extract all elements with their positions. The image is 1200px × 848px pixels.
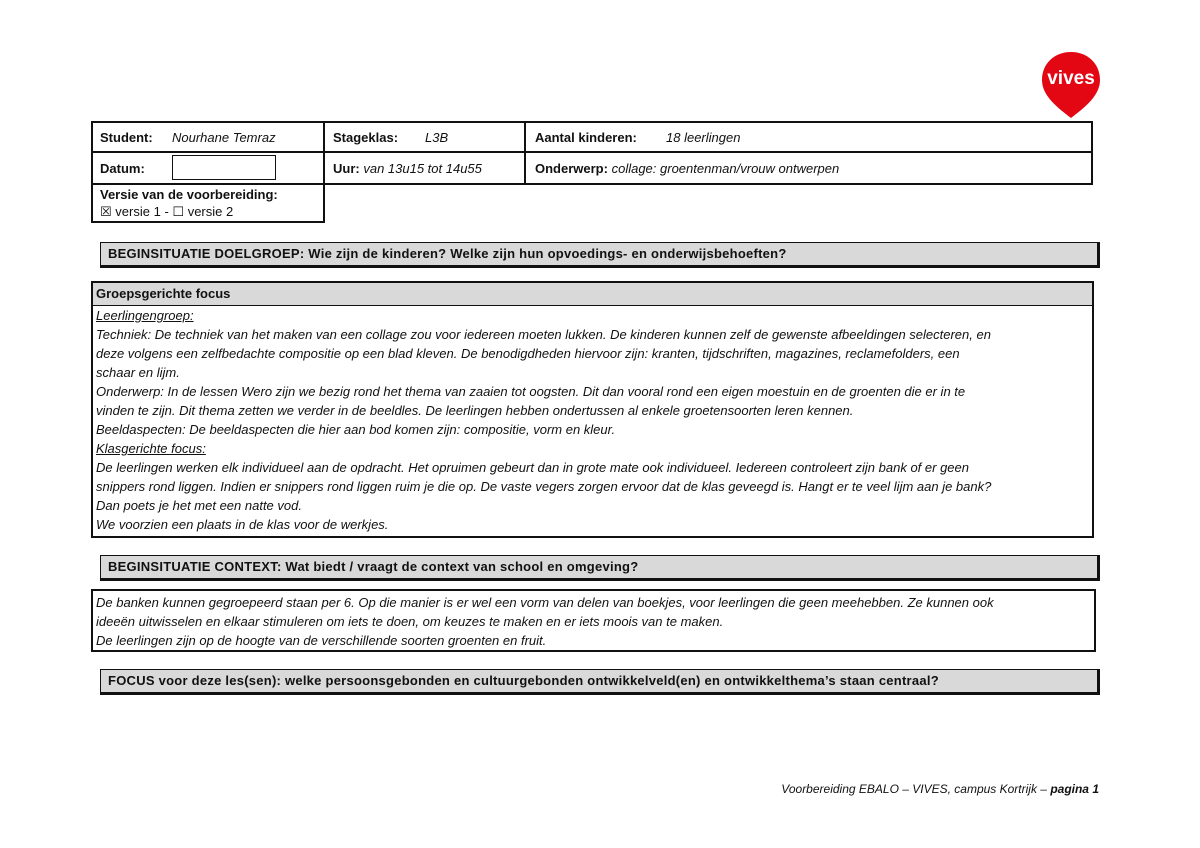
section-doelgroep-banner: BEGINSITUATIE DOELGROEP: Wie zijn de kinderen? Welke zijn hun opvoedings- en onderwijsbehoeften? [100, 242, 1100, 268]
context-panel [91, 589, 1096, 652]
context-line: De banken kunnen gegroepeerd staan per 6. Op die manier is er wel een vorm van delen van boekjes, voor leerlingen die geen meehebben. Ze kunnen ook [96, 595, 994, 610]
onderwerp-value: collage: groentenman/vrouw ontwerpen [611, 161, 840, 176]
versie-2-label: versie 2 [187, 204, 234, 219]
student-label: Student: [100, 130, 153, 145]
onderwerp-row [535, 161, 839, 177]
footer-page-number: pagina 1 [1050, 782, 1099, 796]
context-line: De leerlingen zijn op de hoogte van de verschillende soorten groenten en fruit. [96, 633, 547, 648]
versie-separator: - [164, 204, 169, 219]
klas-line: De leerlingen werken elk individueel aan de opdracht. Het opruimen gebeurt dan in grote mate ook individueel. Iedereen controleert zijn bank of er geen [96, 460, 969, 475]
beeldaspecten-line: Beeldaspecten: De beeldaspecten die hier aan bod komen zijn: compositie, vorm en kleur. [96, 422, 616, 437]
datum-label: Datum: [100, 161, 145, 176]
logo-text: vives [1047, 68, 1095, 89]
techniek-line: deze volgens een zelfbedachte compositie op een blad kleven. De benodigdheden hiervoor zijn: kranten, tijdschriften, magazines, reclamefolders, een [96, 346, 960, 361]
groepsgerichte-focus-title: Groepsgerichte focus [93, 283, 1092, 306]
klas-line: snippers rond liggen. Indien er snippers rond liggen ruim je die op. De vaste vegers zorgen ervoor dat de klas geveegd is. Hangt er te veel lijm aan je bank? [96, 479, 992, 494]
uur-label: Uur: [333, 161, 360, 176]
versie-1-checkbox[interactable]: ☒ [100, 204, 112, 219]
stageklas-label: Stageklas: [333, 130, 399, 145]
onderwerp-label: Onderwerp: [535, 161, 608, 176]
context-line: ideeën uitwisselen en elkaar stimuleren om iets te doen, om keuzes te maken en er iets moois van te maken. [96, 614, 724, 629]
versie-2-checkbox[interactable]: ☐ [172, 204, 185, 219]
onderwerp-line: Onderwerp: In de lessen Wero zijn we bezig rond het thema van zaaien tot oogsten. Dit dan vooral rond een eigen moestuin en de groenten die er in te [96, 384, 966, 399]
section-focus-banner: FOCUS voor deze les(sen): welke persoonsgebonden en cultuurgebonden ontwikkelveld(en) en ontwikkelthema’s staan centraal? [100, 669, 1100, 695]
stageklas-value: L3B [425, 130, 449, 145]
klas-line: We voorzien een plaats in de klas voor de werkjes. [96, 517, 389, 532]
versie-1-label: versie 1 [115, 204, 161, 219]
versie-label: Versie van de voorbereiding: [100, 187, 278, 202]
klas-line: Dan poets je het met een natte vod. [96, 498, 302, 513]
leerlingengroep-heading: Leerlingengroep: [96, 308, 194, 323]
vives-logo [1040, 50, 1102, 120]
klasgerichte-heading: Klasgerichte focus: [96, 441, 206, 456]
onderwerp-line: vinden te zijn. Dit thema zetten we verder in de beeldles. De leerlingen hebben ondertussen al enkele groetensoorten leren kennen. [96, 403, 854, 418]
groepsgerichte-focus-panel [91, 281, 1094, 538]
page-footer [781, 782, 1099, 796]
groepsgerichte-focus-text [93, 306, 1092, 534]
techniek-line: schaar en lijm. [96, 365, 180, 380]
section-context-banner: BEGINSITUATIE CONTEXT: Wat biedt / vraagt de context van school en omgeving? [100, 555, 1100, 581]
versie-options [100, 204, 233, 220]
student-value: Nourhane Temraz [172, 130, 276, 145]
aantal-kinderen-value: 18 leerlingen [666, 130, 741, 145]
context-text [93, 591, 1094, 650]
uur-value: van 13u15 tot 14u55 [363, 161, 482, 176]
datum-field[interactable] [172, 155, 276, 180]
footer-text: Voorbereiding EBALO – VIVES, campus Kortrijk – [781, 782, 1047, 796]
techniek-line: Techniek: De techniek van het maken van een collage zou voor iedereen moeten lukken. De kinderen kunnen zelf de gewenste afbeeldingen selecteren, en [96, 327, 991, 342]
uur-row [333, 161, 482, 177]
aantal-kinderen-label: Aantal kinderen: [535, 130, 637, 145]
student-row [100, 130, 153, 146]
